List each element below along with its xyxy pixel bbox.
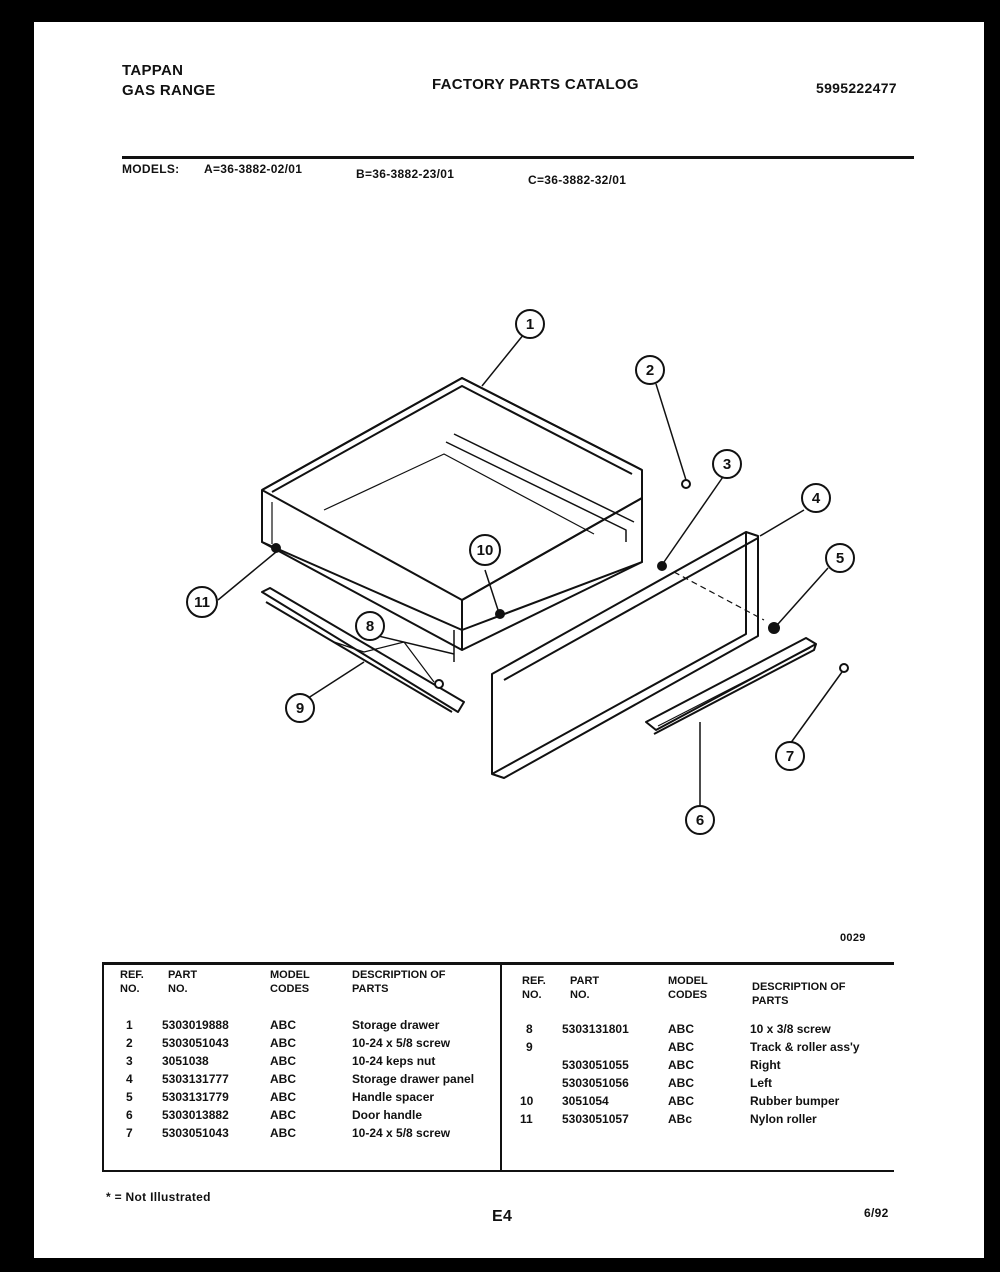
- description: Nylon roller: [750, 1112, 817, 1126]
- description: 10-24 x 5/8 screw: [352, 1036, 451, 1050]
- model-a: A=36-3882-02/01: [204, 162, 303, 176]
- model-codes: ABC: [270, 1072, 296, 1086]
- part-no: 5303051057: [562, 1112, 629, 1126]
- model-codes: ABC: [668, 1022, 694, 1036]
- callout-2: [636, 356, 664, 384]
- part-no: 5303051055: [562, 1058, 629, 1072]
- svg-text:5: 5: [835, 550, 845, 567]
- callout-4: [802, 484, 830, 512]
- description: Right: [750, 1058, 781, 1072]
- model-codes: ABC: [668, 1094, 694, 1108]
- description: Rubber bumper: [750, 1094, 840, 1108]
- figure-code-label: 0029: [840, 932, 866, 944]
- model-codes: ABC: [270, 1036, 296, 1050]
- exploded-parts-diagram: [34, 22, 984, 922]
- svg-text:8: 8: [365, 618, 375, 635]
- table-row: [34, 1022, 934, 1040]
- ref-no: 7: [126, 1126, 133, 1140]
- description: 10-24 x 5/8 screw: [352, 1126, 451, 1140]
- ref-no: 3: [126, 1054, 133, 1068]
- part-no: 5303013882: [162, 1108, 229, 1122]
- part-no: 5303019888: [162, 1018, 229, 1032]
- hdr-ref-no-left: REF. NO.: [120, 969, 144, 995]
- model-codes: ABC: [270, 1126, 296, 1140]
- svg-text:6: 6: [695, 812, 705, 829]
- table-row: [34, 1112, 934, 1130]
- table-row: [34, 1094, 934, 1112]
- part-no: 5303051056: [562, 1076, 629, 1090]
- ref-no: 6: [126, 1108, 133, 1122]
- description: Storage drawer panel: [352, 1072, 475, 1086]
- callout-7: [776, 742, 804, 770]
- not-illustrated-note: * = Not Illustrated: [106, 1190, 211, 1204]
- table-bottom-rule: [102, 1170, 894, 1172]
- hdr-model-codes-right: MODEL CODES: [668, 975, 708, 1001]
- part-no: 5303051043: [162, 1126, 229, 1140]
- callout-9: [286, 694, 314, 722]
- callout-1: [516, 310, 544, 338]
- svg-text:2: 2: [645, 362, 655, 379]
- callout-11: [187, 587, 217, 617]
- model-codes: ABC: [270, 1018, 296, 1032]
- description: Track & roller ass'y: [750, 1040, 860, 1054]
- brand-name: TAPPAN: [122, 62, 184, 79]
- part-no: 3051038: [162, 1054, 209, 1068]
- svg-text:7: 7: [785, 748, 795, 765]
- ref-no: 10: [520, 1094, 534, 1108]
- ref-no: 4: [126, 1072, 133, 1086]
- hdr-description-left: DESCRIPTION OF PARTS: [352, 969, 446, 995]
- ref-no: 5: [126, 1090, 133, 1104]
- description: 10 x 3/8 screw: [750, 1022, 831, 1036]
- callout-10: [470, 535, 500, 565]
- table-row: [34, 1076, 934, 1094]
- part-no: 5303131777: [162, 1072, 229, 1086]
- table-row: [34, 1058, 934, 1076]
- description: 10-24 keps nut: [352, 1054, 436, 1068]
- model-codes: ABc: [668, 1112, 693, 1126]
- models-label: MODELS:: [122, 162, 180, 176]
- catalog-number: 5995222477: [816, 80, 897, 96]
- svg-text:1: 1: [525, 316, 535, 333]
- hdr-model-codes-left: MODEL CODES: [270, 969, 310, 995]
- revision-date: 6/92: [864, 1206, 889, 1220]
- ref-no: 9: [526, 1040, 533, 1054]
- ref-no: 1: [126, 1018, 133, 1032]
- svg-text:9: 9: [295, 700, 305, 717]
- description: Door handle: [352, 1108, 423, 1122]
- model-codes: ABC: [270, 1108, 296, 1122]
- svg-text:11: 11: [194, 594, 210, 611]
- model-codes: ABC: [668, 1058, 694, 1072]
- table-top-rule: [102, 962, 894, 965]
- page-number: E4: [492, 1208, 513, 1225]
- svg-text:3: 3: [722, 456, 732, 473]
- product-name: GAS RANGE: [122, 82, 216, 99]
- catalog-title: FACTORY PARTS CATALOG: [432, 76, 639, 93]
- hdr-description-right: DESCRIPTION OF PARTS: [752, 981, 846, 1007]
- part-no: 3051054: [562, 1094, 609, 1108]
- part-no: 5303131801: [562, 1022, 629, 1036]
- callout-3: [713, 450, 741, 478]
- svg-text:10: 10: [476, 542, 494, 559]
- model-codes: ABC: [270, 1054, 296, 1068]
- ref-no: 2: [126, 1036, 133, 1050]
- ref-no: 8: [526, 1022, 533, 1036]
- model-codes: ABC: [668, 1076, 694, 1090]
- callout-6: [686, 806, 714, 834]
- model-codes: ABC: [668, 1040, 694, 1054]
- description: Handle spacer: [352, 1090, 435, 1104]
- callout-8: [356, 612, 384, 640]
- ref-no: 11: [520, 1112, 533, 1126]
- description: Left: [750, 1076, 772, 1090]
- description: Storage drawer: [352, 1018, 440, 1032]
- model-c: C=36-3882-32/01: [528, 173, 627, 187]
- hdr-part-no-right: PART NO.: [570, 975, 600, 1001]
- hdr-part-no-left: PART NO.: [168, 969, 198, 995]
- part-no: 5303131779: [162, 1090, 229, 1104]
- svg-text:4: 4: [811, 490, 821, 507]
- callout-5: [826, 544, 854, 572]
- model-b: B=36-3882-23/01: [356, 167, 455, 181]
- table-row: [34, 1040, 934, 1058]
- part-no: 5303051043: [162, 1036, 229, 1050]
- parts-catalog-page: [34, 22, 984, 1258]
- model-codes: ABC: [270, 1090, 296, 1104]
- hdr-ref-no-right: REF. NO.: [522, 975, 546, 1001]
